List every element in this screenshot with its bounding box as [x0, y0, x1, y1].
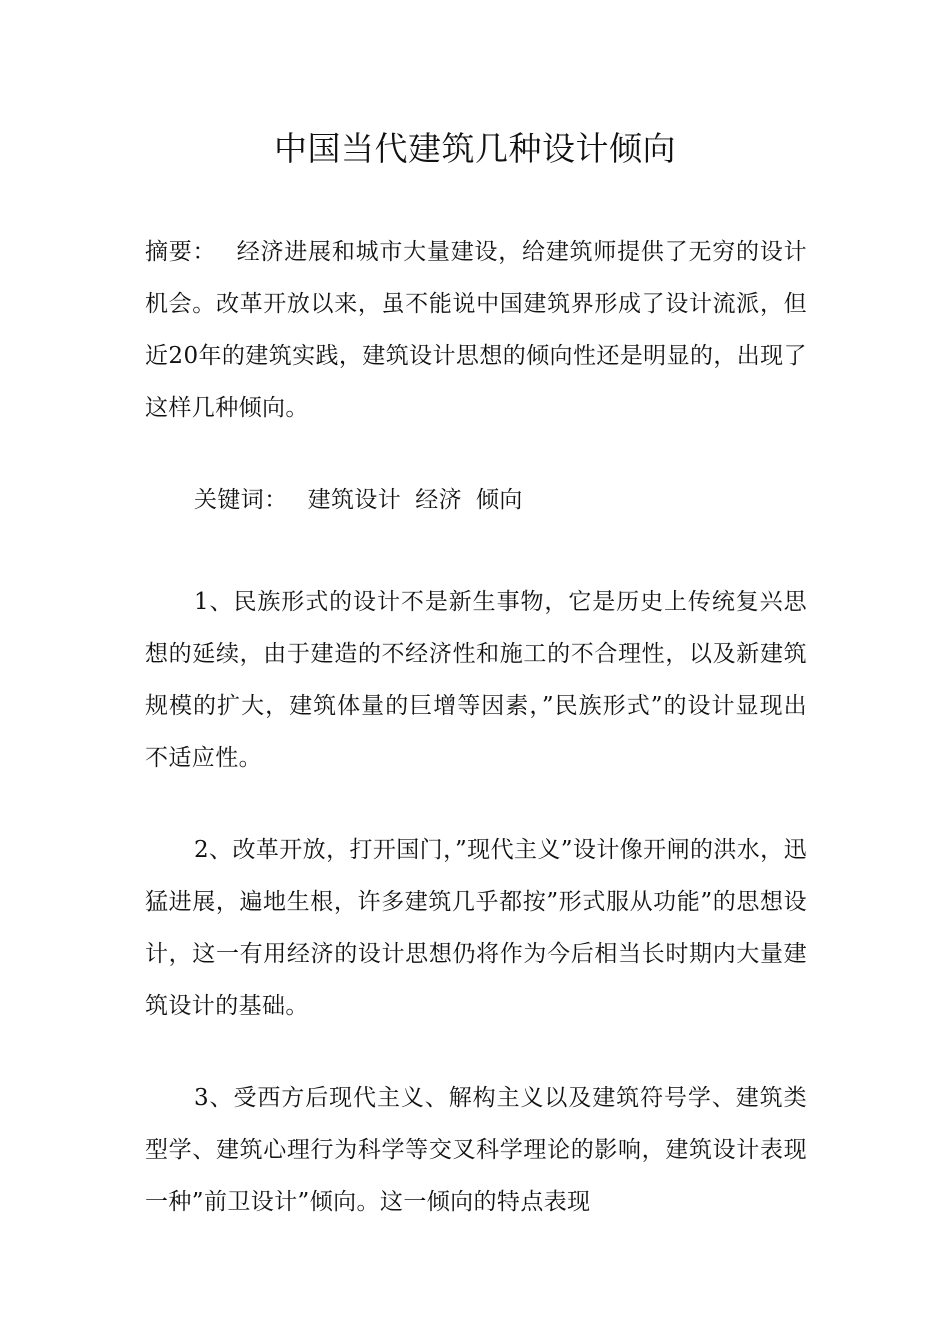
- keywords-line: [145, 474, 807, 526]
- body-paragraph-2: 2、改革开放，打开国门，”现代主义”设计像开闸的洪水，迅猛进展，遍地生根，许多建筑几乎都按”形式服从功能”的思想设计，这一有用经济的设计思想仍将作为今后相当长时期内大量建筑设计的基础。: [145, 837, 807, 1019]
- body-paragraph-3: 3、受西方后现代主义、解构主义以及建筑符号学、建筑类型学、建筑心理行为科学等交叉科学理论的影响，建筑设计表现一种”前卫设计”倾向。这一倾向的特点表现: [145, 1085, 807, 1215]
- abstract-label: 摘要：: [145, 239, 217, 265]
- keyword-item: 建筑设计: [307, 487, 402, 513]
- keywords-label: 关键词：: [194, 487, 288, 513]
- abstract-paragraph: [145, 226, 807, 434]
- keyword-item: 倾向: [476, 487, 523, 513]
- body-paragraph-1: 1、民族形式的设计不是新生事物，它是历史上传统复兴思想的延续，由于建造的不经济性和施工的不合理性，以及新建筑规模的扩大，建筑体量的巨增等因素，”民族形式”的设计显现出不适应性。: [145, 589, 807, 771]
- keyword-item: 经济: [415, 487, 463, 513]
- abstract-text: 经济进展和城市大量建设，给建筑师提供了无穷的设计机会。改革开放以来，虽不能说中国建筑界形成了设计流派，但近20年的建筑实践，建筑设计思想的倾向性还是明显的，出现了这样几种倾向。: [145, 239, 807, 421]
- document-title: 中国当代建筑几种设计倾向: [274, 129, 676, 168]
